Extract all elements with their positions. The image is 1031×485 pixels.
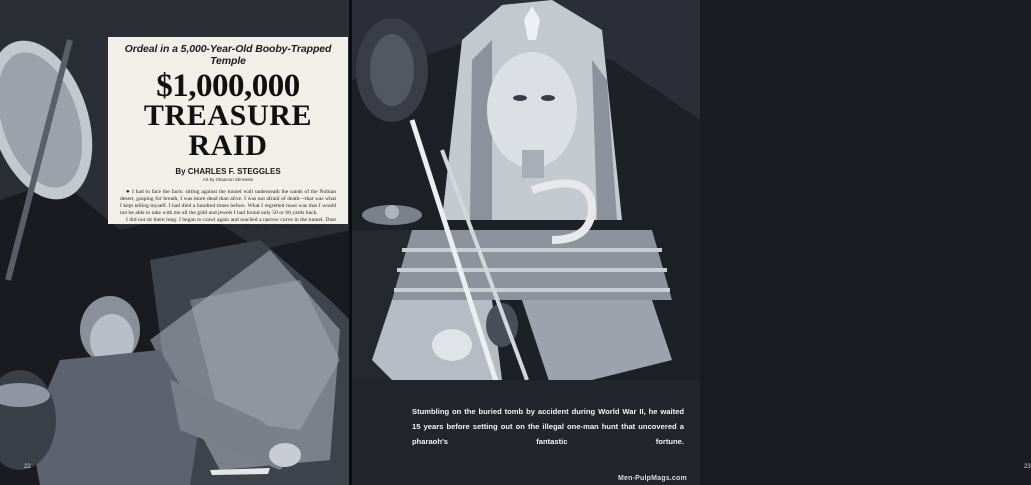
bullet-icon: ●: [126, 189, 132, 195]
watermark: Men-PulpMags.com: [618, 475, 687, 482]
art-credit: Art by Shannon Stirnweis: [202, 177, 254, 182]
article-paragraph-2: I did not sit there long. I began to crawl again and reached a narrow curve in the tunnel. Dust and sand trickled down on me and I thought its roof would cave in. (Continued on page 56): [120, 217, 336, 230]
continued-note: (Continued on page 56): [271, 224, 325, 230]
headline-line-2: TREASURE RAID: [143, 99, 313, 162]
page-number-right: 23: [1024, 464, 1031, 470]
left-page: [0, 0, 350, 485]
headline-line-1: $1,000,000: [156, 68, 300, 104]
byline: By CHARLES F. STEGGLES: [175, 167, 281, 176]
article-body: [120, 189, 336, 231]
title-box: [108, 37, 348, 230]
page-number-left: 22: [24, 464, 31, 470]
headline: [120, 68, 336, 162]
illustration-caption: Stumbling on the buried tomb by accident during World War II, he waited 15 years before setting out on the illegal one-man hunt that uncovered a pharaoh's fantastic fortune.: [412, 407, 684, 446]
kicker: Ordeal in a 5,000-Year-Old Booby-Trapped Temple: [124, 43, 332, 67]
article-paragraph-1: ● I had to face the facts: sitting against the tunnel wall underneath the sands of the Nubian desert, gasping for breath, I was more dead than alive. I was not afraid of death—that was what I kept telling myself. I had died a hundred times before. What I regretted most was that I would not be able to take with me all the gold and jewels I had found only 50 or 60 yards back.: [120, 189, 336, 216]
